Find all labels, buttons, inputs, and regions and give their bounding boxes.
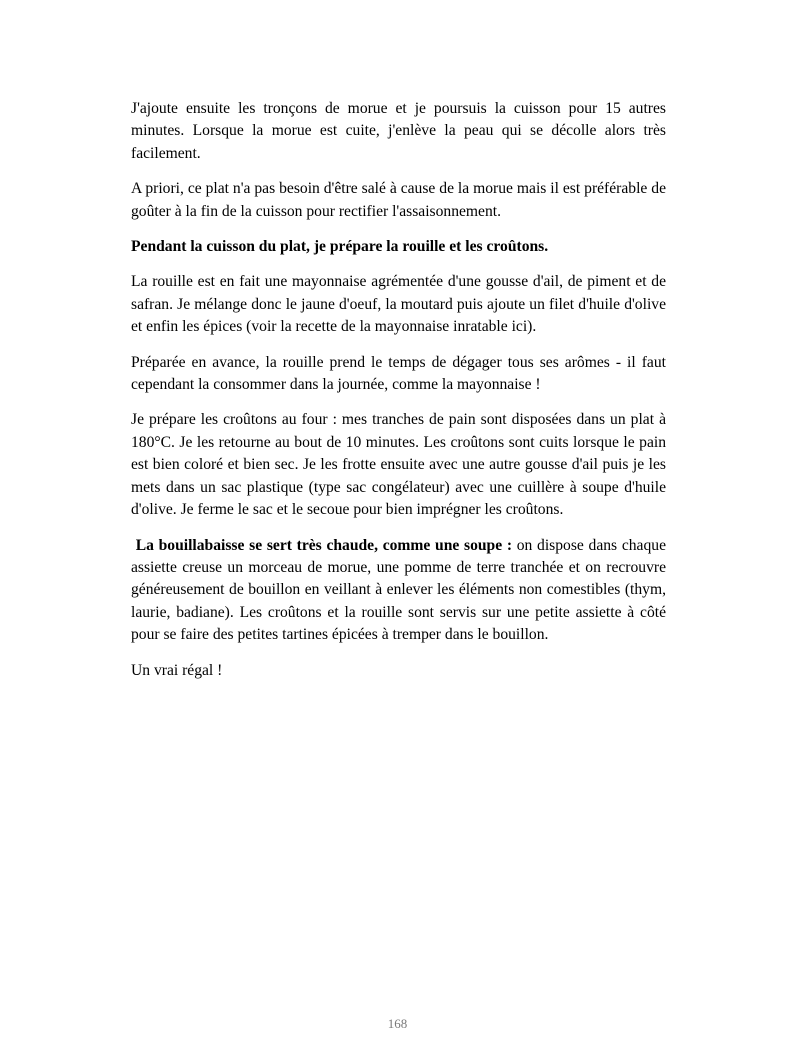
service-text: on dispose dans chaque assiette creuse un morceau de morue, une pomme de terre tranchée et on recrouvre généreusement de bouillon en veillant à enlever les éléments non comestibles (thym, laurie, badiane). Les croûtons et la rouille sont servis sur une petite assiette à côté pour se faire des petites tartines épicées à tremper dans le bouillon. [131, 536, 666, 644]
paragraph-rouille: La rouille est en fait une mayonnaise agrémentée d'une gousse d'ail, de piment et de safran. Je mélange donc le jaune d'oeuf, la moutard puis ajoute un filet d'huile d'olive et enfin les épices (voir la recette de la mayonnaise inratable ici). [131, 273, 666, 336]
paragraph-rouille-avance: Préparée en avance, la rouille prend le temps de dégager tous ses arômes - il faut cependant la consommer dans la journée, comme la mayonnaise ! [131, 353, 666, 394]
paragraph-conclusion: Un vrai régal ! [131, 661, 223, 679]
paragraph-morue-cuisson: J'ajoute ensuite les tronçons de morue et je poursuis la cuisson pour 15 autres minutes. Lorsque la morue est cuite, j'enlève la peau qui se décolle alors très facilement. [131, 100, 666, 162]
paragraph-heading-rouille-croutons: Pendant la cuisson du plat, je prépare la rouille et les croûtons. [131, 238, 549, 256]
page-number: 168 [387, 1016, 408, 1031]
paragraph-assaisonnement: A priori, ce plat n'a pas besoin d'être salé à cause de la morue mais il est préférable de goûter à la fin de la cuisson pour rectifier l'assaisonnement. [131, 180, 666, 220]
paragraph-croutons: Je prépare les croûtons au four : mes tranches de pain sont disposées dans un plat à 180°C. Je les retourne au bout de 10 minutes. Les croûtons sont cuits lorsque le pain est bien coloré et bien sec. Je les frotte ensuite avec une autre gousse d'ail puis je les mets dans un sac plastique (type sac congélateur) avec une cuillère à soupe d'huile d'olive. Je ferme le sac et le secoue pour bien imprégner les croûtons. [131, 411, 666, 519]
paragraph-service [131, 535, 666, 647]
service-bold-lead: La bouillabaisse se sert très chaude, comme une soupe : [135, 536, 513, 554]
page-body [131, 98, 666, 695]
